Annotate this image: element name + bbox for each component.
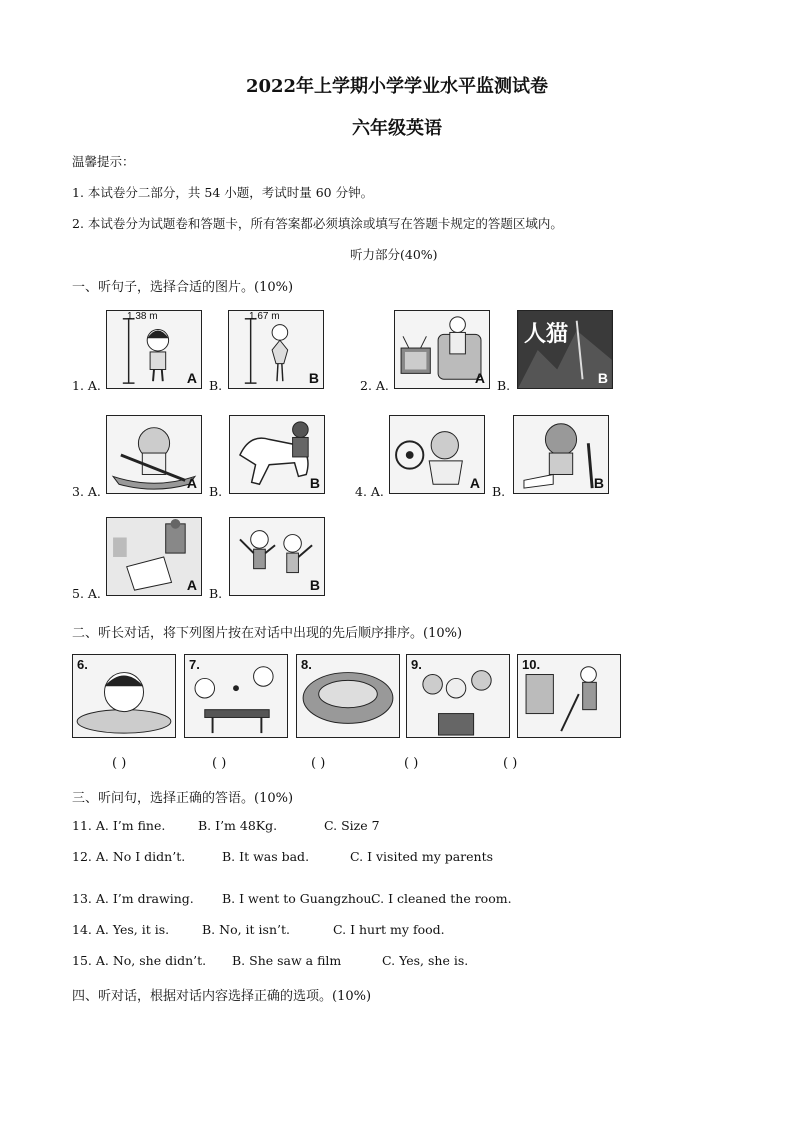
q4-picture-b-crutches [513, 415, 609, 494]
picture-6-number: 6. [77, 657, 88, 672]
q1-b-label: B. [209, 378, 223, 393]
q1-picture-b [228, 310, 324, 389]
q2-picture-b-movie-poster [517, 310, 613, 389]
answer-blank-7[interactable]: ( ) [212, 756, 227, 771]
q1-b-letter: B [308, 370, 319, 386]
q13-option-c[interactable]: C. I cleaned the room. [371, 891, 512, 906]
q13-option-b[interactable]: B. I went to Guangzhou. [222, 891, 376, 906]
q12-option-a[interactable]: 12. A. No I didn’t. [72, 849, 186, 864]
section2-picture-6 [72, 654, 176, 738]
notes-heading: 温馨提示： [72, 154, 135, 169]
section-2-heading: 二、听长对话，将下列图片按在对话中出现的先后顺序排序。(10%) [72, 626, 463, 641]
q1-b-height-caption: 1.67 m [249, 311, 280, 322]
q5-b-letter: B [309, 577, 320, 593]
q2-a-letter: A [474, 370, 485, 386]
q5-picture-b-dancing-kids [229, 517, 325, 596]
q3-a-letter: A [186, 475, 197, 491]
answer-blank-9[interactable]: ( ) [404, 756, 419, 771]
q3-picture-a-boating [106, 415, 202, 494]
q12-option-b[interactable]: B. It was bad. [222, 849, 310, 864]
q14-option-c[interactable]: C. I hurt my food. [333, 922, 445, 937]
q2-picture-a [394, 310, 490, 389]
q1-a-height-caption: 1.38 m [127, 311, 158, 322]
section2-picture-10-sweeping [517, 654, 621, 738]
q15-option-c[interactable]: C. Yes, she is. [382, 953, 469, 968]
picture-10-number: 10. [522, 657, 541, 672]
notes-line-2: 2. 本试卷分为试题卷和答题卡，所有答案都必须填涂或填写在答题卡规定的答题区域内。 [72, 216, 563, 231]
notes-line-1: 1. 本试卷分二部分，共 54 小题，考试时量 60 分钟。 [72, 185, 374, 200]
listening-part-title: 听力部分(40%) [350, 247, 438, 262]
q2-b-letter: B [597, 370, 608, 386]
q2-b-label: B. [497, 378, 511, 393]
q15-option-b[interactable]: B. She saw a film [232, 953, 342, 968]
q11-option-c[interactable]: C. Size 7 [324, 818, 380, 833]
q1-picture-a [106, 310, 202, 389]
q12-option-c[interactable]: C. I visited my parents [350, 849, 494, 864]
exam-title: 2022年上学期小学学业水平监测试卷 [245, 76, 549, 97]
section-1-heading: 一、听句子，选择合适的图片。(10%) [72, 280, 294, 295]
section-3-heading: 三、听问句，选择正确的答语。(10%) [72, 791, 294, 806]
q11-option-b[interactable]: B. I’m 48Kg. [198, 818, 278, 833]
q13-option-a[interactable]: 13. A. I’m drawing. [72, 891, 194, 906]
q2-label: 2. A. [360, 378, 389, 393]
q2-poster-title: 人猫 [524, 322, 569, 347]
q4-picture-a-bike-fall [389, 415, 485, 494]
q3-picture-b-horse-riding [229, 415, 325, 494]
section2-picture-7-ping-pong [184, 654, 288, 738]
q11-option-a[interactable]: 11. A. I’m fine. [72, 818, 166, 833]
picture-8-number: 8. [301, 657, 312, 672]
q5-label: 5. A. [72, 586, 101, 601]
q5-b-label: B. [209, 586, 223, 601]
answer-blank-6[interactable]: ( ) [112, 756, 127, 771]
q4-label: 4. A. [355, 484, 384, 499]
q4-b-letter: B [593, 475, 604, 491]
q1-a-letter: A [186, 370, 197, 386]
section2-picture-9-family-tv [406, 654, 510, 738]
q3-b-label: B. [209, 484, 223, 499]
q5-a-letter: A [186, 577, 197, 593]
q15-option-a[interactable]: 15. A. No, she didn’t. [72, 953, 207, 968]
q4-b-label: B. [492, 484, 506, 499]
answer-blank-8[interactable]: ( ) [311, 756, 326, 771]
q3-label: 3. A. [72, 484, 101, 499]
answer-blank-10[interactable]: ( ) [503, 756, 518, 771]
section2-picture-8-stadium [296, 654, 400, 738]
picture-9-number: 9. [411, 657, 422, 672]
q1-label: 1. A. [72, 378, 101, 393]
q14-option-b[interactable]: B. No, it isn’t. [202, 922, 290, 937]
q14-option-a[interactable]: 14. A. Yes, it is. [72, 922, 170, 937]
section-4-heading: 四、听对话，根据对话内容选择正确的选项。(10%) [72, 989, 372, 1004]
q3-b-letter: B [309, 475, 320, 491]
q5-picture-a-cleaning [106, 517, 202, 596]
q4-a-letter: A [469, 475, 480, 491]
picture-7-number: 7. [189, 657, 200, 672]
exam-subtitle: 六年级英语 [352, 118, 442, 139]
